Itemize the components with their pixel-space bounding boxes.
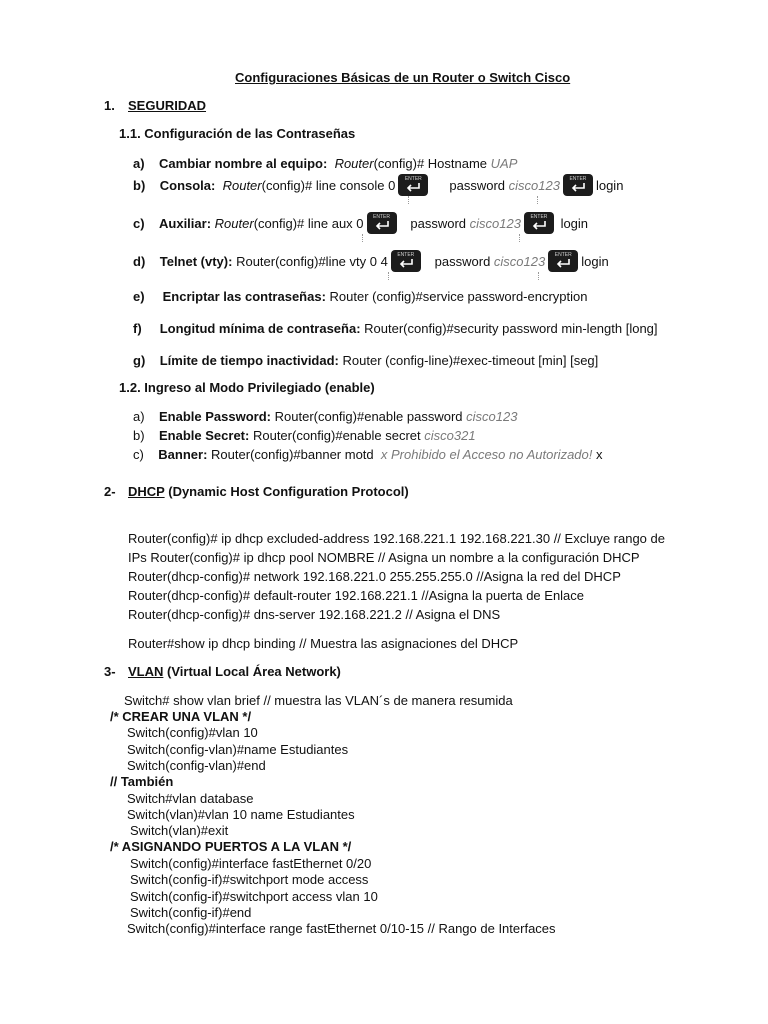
dhcp-line: Router(config)# ip dhcp excluded-address 192.168.221.1 192.168.221.30 // Excluye rango de: [128, 531, 665, 546]
vlan-line: Switch(config-if)#switchport access vlan 10: [130, 889, 378, 904]
enter-key-icon: ENTER: [398, 174, 428, 196]
dhcp-line: IPs Router(config)# ip dhcp pool NOMBRE // Asigna un nombre a la configuración DHCP: [128, 550, 640, 565]
item-e-encrypt: e) Encriptar las contraseñas: Router (config)#service password-encryption: [133, 289, 588, 304]
vlan-line: Switch(vlan)#exit: [130, 823, 229, 838]
section-2-number: 2-: [104, 484, 116, 499]
section-1-heading: SEGURIDAD: [128, 98, 207, 113]
vlan-line: Switch(config)#vlan 10: [127, 725, 258, 740]
vlan-line: Switch(vlan)#vlan 10 name Estudiantes: [127, 807, 355, 822]
subsection-1-1-heading: 1.1. Configuración de las Contraseñas: [119, 126, 356, 141]
enter-key-icon: ENTER: [367, 212, 397, 234]
item-c-auxiliary: c) Auxiliar: Router(config)# line aux 0 ENTER password cisco123 ENTER login: [133, 212, 588, 234]
section-1-number: 1.: [104, 98, 115, 113]
dotted-tick: [408, 196, 410, 204]
section-2-heading: DHCP (Dynamic Host Configuration Protocol): [128, 484, 409, 499]
enter-key-icon: ENTER: [563, 174, 593, 196]
dhcp-show-binding: Router#show ip dhcp binding // Muestra las asignaciones del DHCP: [128, 636, 519, 651]
item-b-console: b) Consola: Router(config)# line console 0 ENTER password cisco123 ENTER login: [133, 174, 623, 196]
dhcp-line: Router(dhcp-config)# network 192.168.221.0 255.255.255.0 //Asigna la red del DHCP: [128, 569, 621, 584]
vlan-line: Switch(config-if)#end: [130, 905, 252, 920]
vlan-line: Switch(config-vlan)#end: [127, 758, 266, 773]
vlan-line: Switch(config)#interface range fastEthernet 0/10-15 // Rango de Interfaces: [127, 921, 556, 936]
enter-key-icon: ENTER: [391, 250, 421, 272]
vlan-line: Switch(config)#interface fastEthernet 0/20: [130, 856, 372, 871]
dotted-tick: [538, 272, 540, 280]
item-a-change-hostname: a) Cambiar nombre al equipo: Router(config)# Hostname UAP: [133, 156, 518, 171]
document-title: Configuraciones Básicas de un Router o Switch Cisco: [235, 70, 571, 85]
vlan-line: Switch#vlan database: [127, 791, 254, 806]
section-3-heading: VLAN (Virtual Local Área Network): [128, 664, 341, 679]
item-f-min-length: f) Longitud mínima de contraseña: Router(config)#security password min-length [long]: [133, 321, 658, 336]
item-d-telnet: d) Telnet (vty): Router(config)#line vty 0 4 ENTER password cisco123 ENTER login: [133, 250, 609, 272]
item-enable-secret: b) Enable Secret: Router(config)#enable secret cisco321: [133, 428, 476, 443]
vlan-comment: /* CREAR UNA VLAN */: [110, 709, 252, 724]
enter-key-icon: ENTER: [524, 212, 554, 234]
item-g-timeout: g) Límite de tiempo inactividad: Router (config-line)#exec-timeout [min] [seg]: [133, 353, 599, 368]
dhcp-line: Router(dhcp-config)# dns-server 192.168.221.2 // Asigna el DNS: [128, 607, 501, 622]
item-banner: c) Banner: Router(config)#banner motd x Prohibido el Acceso no Autorizado! x: [133, 447, 603, 462]
item-enable-password: a) Enable Password: Router(config)#enable password cisco123: [133, 409, 518, 424]
subsection-1-2-heading: 1.2. Ingreso al Modo Privilegiado (enable): [119, 380, 375, 395]
vlan-comment: // También: [110, 774, 174, 789]
dotted-tick: [362, 234, 364, 242]
dhcp-line: Router(dhcp-config)# default-router 192.168.221.1 //Asigna la puerta de Enlace: [128, 588, 585, 603]
dotted-tick: [388, 272, 390, 280]
enter-key-icon: ENTER: [548, 250, 578, 272]
vlan-line: Switch(config-vlan)#name Estudiantes: [127, 742, 349, 757]
section-3-number: 3-: [104, 664, 116, 679]
vlan-comment: /* ASIGNANDO PUERTOS A LA VLAN */: [110, 839, 352, 854]
vlan-line: Switch# show vlan brief // muestra las VLAN´s de manera resumida: [124, 693, 513, 708]
dotted-tick: [519, 234, 521, 242]
vlan-line: Switch(config-if)#switchport mode access: [130, 872, 369, 887]
dotted-tick: [537, 196, 539, 204]
